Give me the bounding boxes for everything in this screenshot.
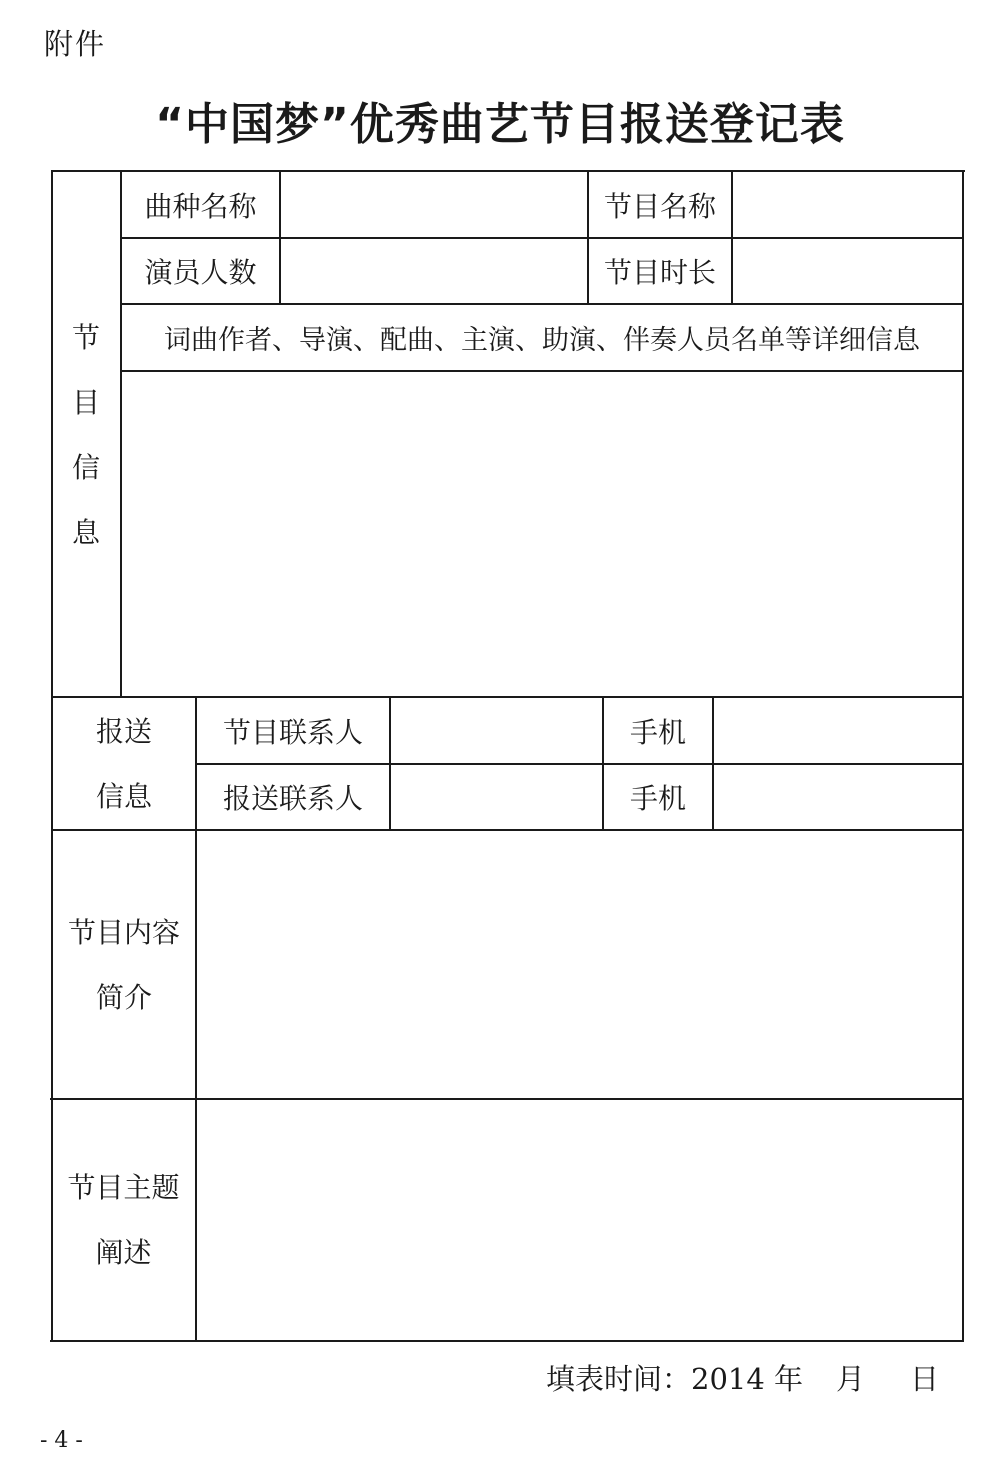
performer-count-label: 演员人数: [144, 256, 257, 289]
label-line: 节目主题: [67, 1171, 180, 1204]
fill-date-day: 日: [910, 1362, 940, 1396]
phone-label-1: 手机: [629, 715, 686, 749]
duration-input[interactable]: [733, 239, 962, 303]
phone-input-2[interactable]: [714, 765, 962, 829]
summary-label: [53, 831, 195, 1098]
staff-details-input[interactable]: [122, 372, 962, 696]
theme-input[interactable]: [197, 1100, 962, 1340]
label-char: 信: [71, 451, 100, 484]
label-char: 节: [71, 321, 100, 354]
label-line: 阐述: [95, 1236, 152, 1269]
label-char: 息: [71, 516, 100, 549]
summary-input[interactable]: [197, 831, 962, 1098]
phone-label-2: 手机: [629, 782, 686, 815]
staff-details-label: 词曲作者、导演、配曲、主演、助演、伴奏人员名单等详细信息: [164, 325, 920, 356]
label-line: 信息: [95, 779, 152, 813]
fill-date-month: 月: [836, 1362, 866, 1396]
theme-label: [52, 1100, 195, 1340]
program-contact-input[interactable]: [391, 698, 602, 763]
table-border-bottom: [50, 1340, 963, 1342]
phone-input-1[interactable]: [714, 698, 962, 763]
program-name-label: 节目名称: [603, 189, 716, 223]
page-number: - 4 -: [40, 1428, 83, 1453]
submit-contact-label: 报送联系人: [222, 782, 363, 815]
attachment-label: 附件: [44, 27, 107, 61]
fill-date-prefix: 填表时间：2014 年: [546, 1362, 804, 1396]
genre-label: 曲种名称: [144, 189, 257, 223]
program-info-section-label: [52, 305, 120, 565]
duration-label: 节目时长: [603, 256, 716, 289]
submit-contact-input[interactable]: [391, 765, 602, 829]
submission-info-section-label: [53, 698, 195, 829]
table-border-right: [962, 170, 964, 1342]
label-line: 节目内容: [67, 915, 180, 949]
label-char: 目: [71, 386, 100, 419]
form-title: “中国梦”优秀曲艺节目报送登记表: [155, 99, 845, 150]
program-name-input[interactable]: [733, 172, 962, 237]
label-line: 简介: [95, 980, 152, 1014]
label-line: 报送: [95, 714, 152, 748]
genre-input[interactable]: [281, 172, 587, 237]
program-contact-label: 节目联系人: [222, 715, 363, 749]
performer-count-input[interactable]: [281, 239, 587, 303]
